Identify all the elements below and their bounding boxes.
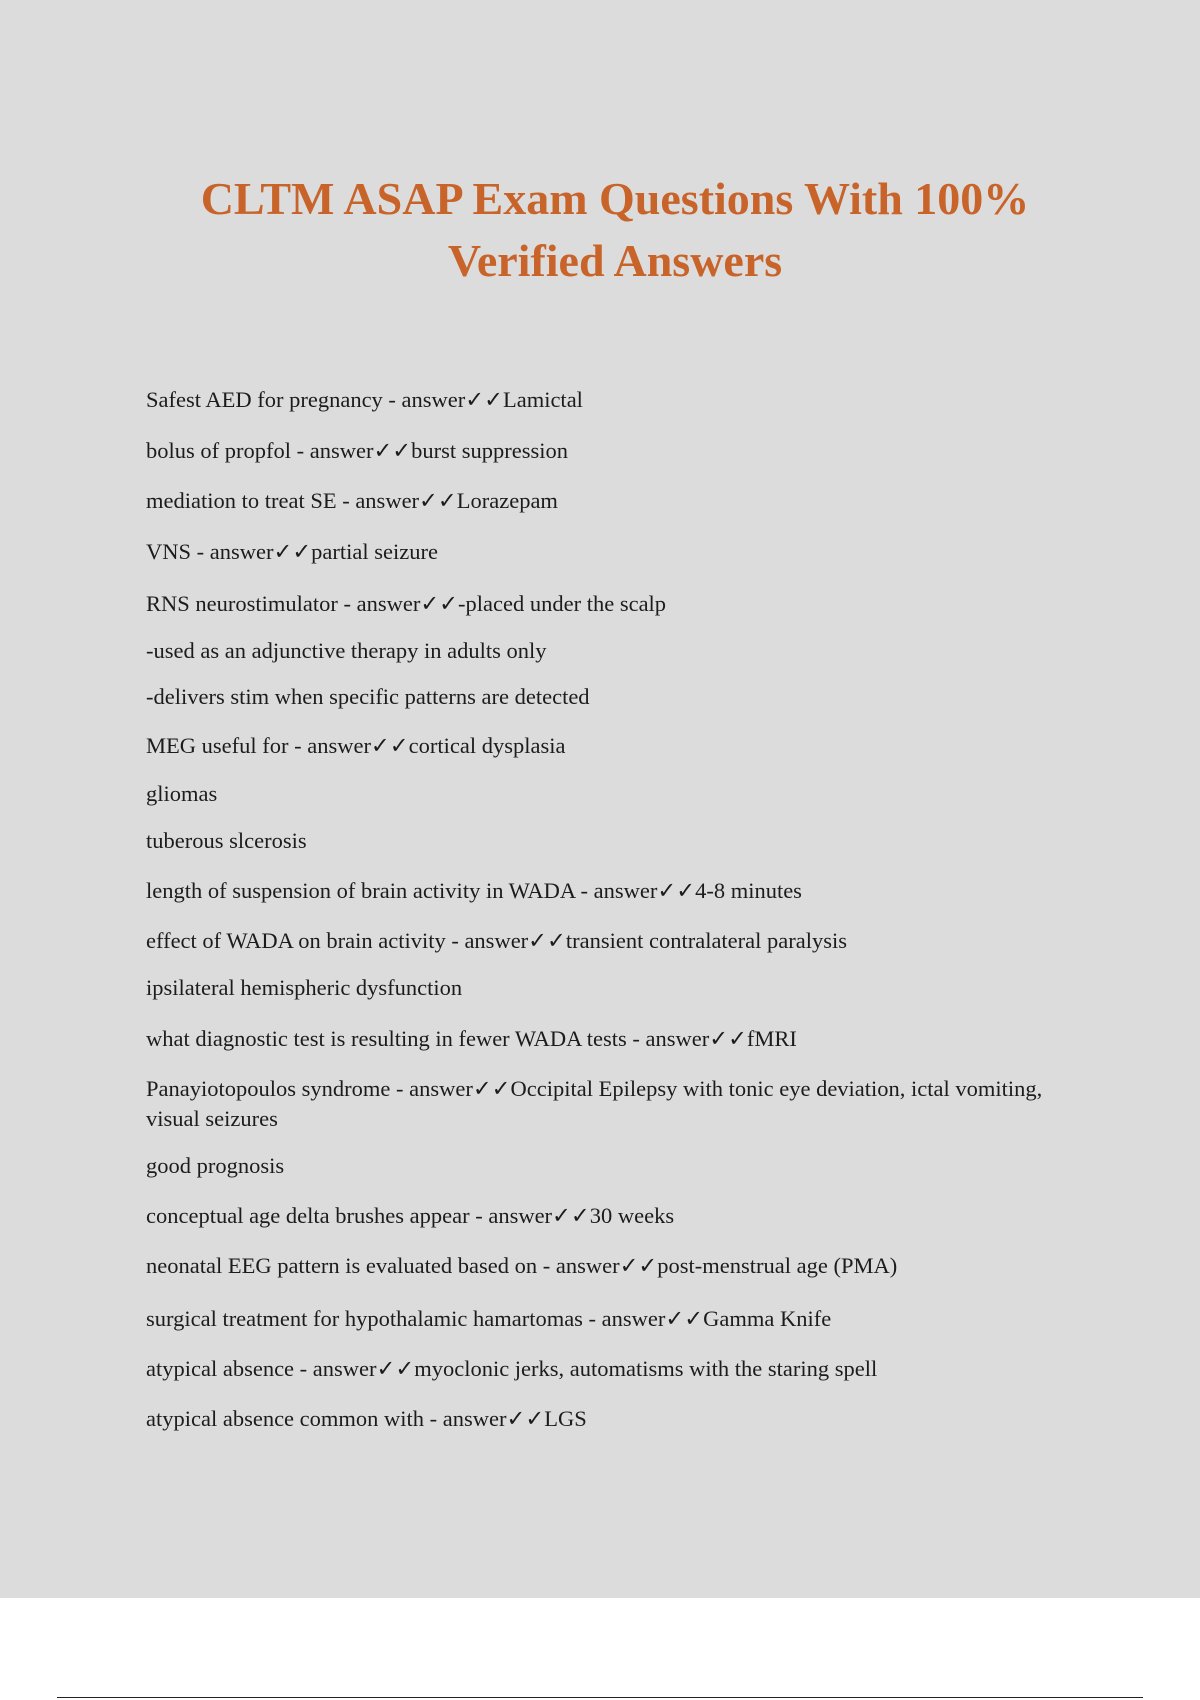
footer-divider	[57, 1697, 1143, 1698]
qa-line: effect of WADA on brain activity - answer✓✓transient contralateral paralysis	[146, 928, 848, 953]
qa-line: -delivers stim when specific patterns are detected	[146, 684, 590, 709]
qa-line: MEG useful for - answer✓✓cortical dysplasia	[146, 733, 566, 758]
qa-line: bolus of propfol - answer✓✓burst suppression	[146, 438, 569, 463]
qa-line: good prognosis	[146, 1153, 285, 1178]
qa-line: atypical absence - answer✓✓myoclonic jerks, automatisms with the staring spell	[146, 1356, 878, 1381]
qa-line: gliomas	[146, 781, 218, 806]
qa-line: mediation to treat SE - answer✓✓Lorazepam	[146, 488, 558, 513]
qa-line: what diagnostic test is resulting in fewer WADA tests - answer✓✓fMRI	[146, 1026, 797, 1051]
qa-line: Panayiotopoulos syndrome - answer✓✓Occipital Epilepsy with tonic eye deviation, ictal vomiting, visual seizures	[146, 1076, 1043, 1131]
qa-line: ipsilateral hemispheric dysfunction	[146, 975, 463, 1000]
title-line-1: CLTM ASAP Exam Questions With 100%	[200, 173, 1030, 224]
qa-line: -used as an adjunctive therapy in adults only	[146, 638, 547, 663]
qa-line: Safest AED for pregnancy - answer✓✓Lamictal	[146, 387, 583, 412]
qa-line: surgical treatment for hypothalamic hamartomas - answer✓✓Gamma Knife	[146, 1306, 832, 1331]
document-title	[0, 168, 1200, 292]
qa-line: VNS - answer✓✓partial seizure	[146, 539, 438, 564]
title-line-2: Verified Answers	[447, 235, 783, 286]
qa-line: neonatal EEG pattern is evaluated based on - answer✓✓post-menstrual age (PMA)	[146, 1253, 898, 1278]
qa-line: tuberous slcerosis	[146, 828, 307, 853]
qa-line: conceptual age delta brushes appear - answer✓✓30 weeks	[146, 1203, 675, 1228]
qa-line: length of suspension of brain activity in WADA - answer✓✓4-8 minutes	[146, 878, 802, 903]
qa-line: atypical absence common with - answer✓✓LGS	[146, 1406, 587, 1431]
qa-line: RNS neurostimulator - answer✓✓-placed under the scalp	[146, 591, 667, 616]
